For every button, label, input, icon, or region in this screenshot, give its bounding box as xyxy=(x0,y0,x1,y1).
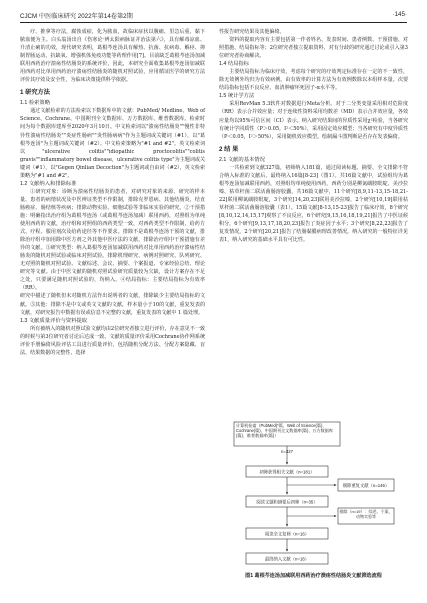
left-column xyxy=(20,28,205,357)
section-2-heading: 2 结 果 xyxy=(219,145,239,153)
flow-box-search-count: n=327 xyxy=(280,449,294,454)
section-1-heading: 1 研究方法 xyxy=(20,89,50,97)
extraction-text: 资料的提取内容有主要包括第一作者姓名、发表时间、患者例数、干预措施、对照措施、结局指标等；2位研究者独立提取资料，对有分歧的研究通过讨论或引入第3位研究者协商解决。 xyxy=(219,37,408,60)
criteria-text-cont: 研究中描述了随机但未对随机方法作出说明者的文献，排除缺少主要结局指标的文献。⑤其他：排除不是中文或英文文献的文献，样本量小于10的文献，重复发表的文献，对研究报告中数据有误或信息不完整的文献，重复发表的文献中 1 篇处理。 xyxy=(20,293,205,316)
subsection-1-5-heading: 1.5 统计学方法 xyxy=(219,93,255,100)
subsection-1-3-heading: 1.3 文献质量评价与资料提取 xyxy=(20,317,88,324)
flow-box-included-label: 最终纳入文献（n=16） xyxy=(264,556,310,562)
criteria-text: ①研究对象：诊断为溃疡性结肠炎的患者，对研究对象的来源、研究的样本量、患者的病情状况及中医辨证类型不作限制，排除克罗恩病、其他结肠炎、结直肠癌症、肠结核等疾病；排除动物实验、细胞试验等非临床实验的研究。②干预措施：明确指出治疗组为葛根芩连汤（或葛根芩连汤加减）联用西药，对照组为单纯使用西药的文献，治疗组和对照组的西药类型一致，对西药类型不作限制，给药方式、疗程、服用剂次及给药途径等不作要求。排除不是葛根芩连汤干预的文献，排除治疗组中加用除中医方剂之外其他中医疗法的文献，排除治疗组中干预措施有差异的文献。③研究类型：纳入葛根芩连汤加减联用西药对比单用西药治疗溃疡性结肠炎的随机对照试验或临床对照试验。排除机理研究、病例对照研究、队列研究、无对照的随机对照试验、文献综述、会议、摘要、个案报道、专家经验总结、理论研究等文献。由于中医文献的随机对照试验研究质量较为欠缺，设计方案存在不足之处，只要满足随机对照试验的，均纳入。④结局指标：主要结局指标为有效率（RR）。 xyxy=(20,188,205,292)
intro-paragraph: 疗、推拿等疗法，腐蚀成瘀，化为脓血，故临床症状以腹痛、里急后重、黏下脓血便为主。白头翁汤出自《伤寒论·辨太阳病脉证并治法第六》，具有解毒凉血、升清止痢的功效，现代研究表明，葛根芩连汤具有解热、抗菌、抗病毒、解痉、抑制胃肠运动、抗缺氧、增强机体免疫功能等药理作用[7]。目前缺乏葛根芩连汤加减联用西药治疗溃疡性结肠炎的系统评价，因此，本研究全面收集葛根芩连汤加减联用西药对比单用西药治疗溃疡性结肠炎的随机对照试验，应用循证医学的研究方法评价其疗效及安全性，为临床决策提供科学依据。 xyxy=(20,29,205,84)
flow-box-excluded-label: 排除（n=19）：综述、个案、动物实验等 xyxy=(339,509,393,519)
journal-title: CJCM 中医临床研究 2022年第14卷第2期 xyxy=(20,13,133,20)
results-text: 一共检索到文献327篇，初筛纳入181篇，通过阅读标题、摘要、全文排除不符合纳入标准的文献后，最终纳入16篇[8-23]（图1）。共16篇文献中，试验组均为葛根芩连汤加减联用西药，对照组均单纯使用西药，西药分别是柳氮磺胺吡啶、美沙拉嗪、枯草杆菌二联活菌肠溶胶囊，共16篇文献中，11个研究[8,9,11-13,15-18,21-22]联用柳氮磺胺吡啶，3个研究[14,20,23]联用美沙拉嗪，2个研究[10,19]联用枯草杆菌二联活菌肠溶胶囊（表1）。15篇文献[8-13,15-23]报告了临床疗效，8个研究[8,10,12,14,15,17]观察了不良反应，6个研究[9,15,16,18,19,21]报告了中医证候积分，6个研究[9,13,17,18,20,23]报告了炎症因子水平；3个研究[8,22,23]报告了复发情况，2个研究[20,21]报告了结肠黏膜病理改善情况。纳入研究的一般特征详见表1，纳入研究的基础水平具有可比性。 xyxy=(219,164,408,244)
flow-box-initial-label: 初筛获得相关文献（n=181） xyxy=(259,469,315,475)
figure-caption: 图1 葛根芩连汤加减联用西药治疗溃疡性结肠炎文献筛选流程 xyxy=(245,573,382,579)
outcomes-text: 主要结局指标为临床疗效，考虑每个研究的疗效判定标准存在一定的不一致性，除无效例外均归为有效病例。由有效率的计算方法为有效例数除以本组样本量。次要结局指标包括不良反应、血清肿瘤坏死因子-α水平等。 xyxy=(219,69,408,92)
right-column xyxy=(219,28,408,244)
header-rule xyxy=(20,22,407,23)
subsection-1-2-heading: 1.2 文献纳入和排除标准 xyxy=(20,180,77,187)
flow-box-duplicates-label: 剔除重复文献（n=146） xyxy=(342,482,390,488)
running-header xyxy=(20,11,407,22)
subsection-1-1-heading: 1.1 检索策略 xyxy=(20,100,51,107)
search-strategy-text: 通过文献检索的方法检索以下数据库中的文献：PubMed/ Medline、Web of Science、Cochrane、中国期刊全文数据库、万方数据库、维普数据库。检索时间为每个数据库建库至2020年3月10日。中文检索词以"溃疡性结肠炎""慢性非特异性溃疡性结肠炎""炎症性肠病""炎性肠病病"作为主题词或关键词（#1），以"葛根芩连汤"为主题词或关键词（#2）。中文检索策略为"#1 and #2"。英文检索词以"ulcerative colitis""idiopathic proctocolitis""colitis gravis""inflammatory bowel disease，ulcerative colitis type"为主题词或关键词（#1），以"Gegen Qinlian Decoction"为主题词或自由词（#2），英文检索策略为"#1 and #2"。 xyxy=(20,108,205,179)
page-number: ·145· xyxy=(392,11,407,18)
quality-text: 所有被纳入的随机对照试验文献均由2位研究者独立进行评价，存在意见不一致的时候与第3位研究者讨论后达成一致。文献的质量评价采用Cochrane协作网系统评价手册偏倚风险评估工具进行质量评价，包括随机分配方法、分配方案隐藏、盲法、结果数据的完整性、选择 xyxy=(20,325,205,356)
quality-text-end: 性报告研究结果及其他偏倚。 xyxy=(219,29,285,35)
subsection-1-4-heading: 1.4 结局指标 xyxy=(219,61,250,68)
subsection-2-1-heading: 2.1 文献的基本情况 xyxy=(219,156,265,163)
flow-box-fulltext-label: 阅读全文复筛（n=16） xyxy=(264,531,310,537)
flow-box-screen-label: 阅读文题和摘要后初筛（n=35） xyxy=(256,499,318,505)
flow-diagram xyxy=(232,418,396,568)
flow-box-search-label: 计算机检索（PubMed(*篇、Web of Science(篇)、Cochrane(篇)、中国期刊全文数据库(篇)、万方数据库(篇)、维普数据库(篇)） xyxy=(236,423,333,439)
statistics-text: 采用RevMan 5.3软件对数据进行Meta分析。对于二分类变量采用相对危险度（RR）表示合并效应量；对于连续性资料采用均数差（MD）表示合并效应量，各效应量均以95%可信区间（CI）表示。纳入研究结果间的异质性采用χ²检验，当各研究有统计学同质性（P＞0.05，I²＜50%），采用固定效应模型；当各研究有中度异质性（P＜0.05，I²＞50%），采用随机效应模型。绘制漏斗图判断是否存在发表偏倚。 xyxy=(219,101,408,140)
